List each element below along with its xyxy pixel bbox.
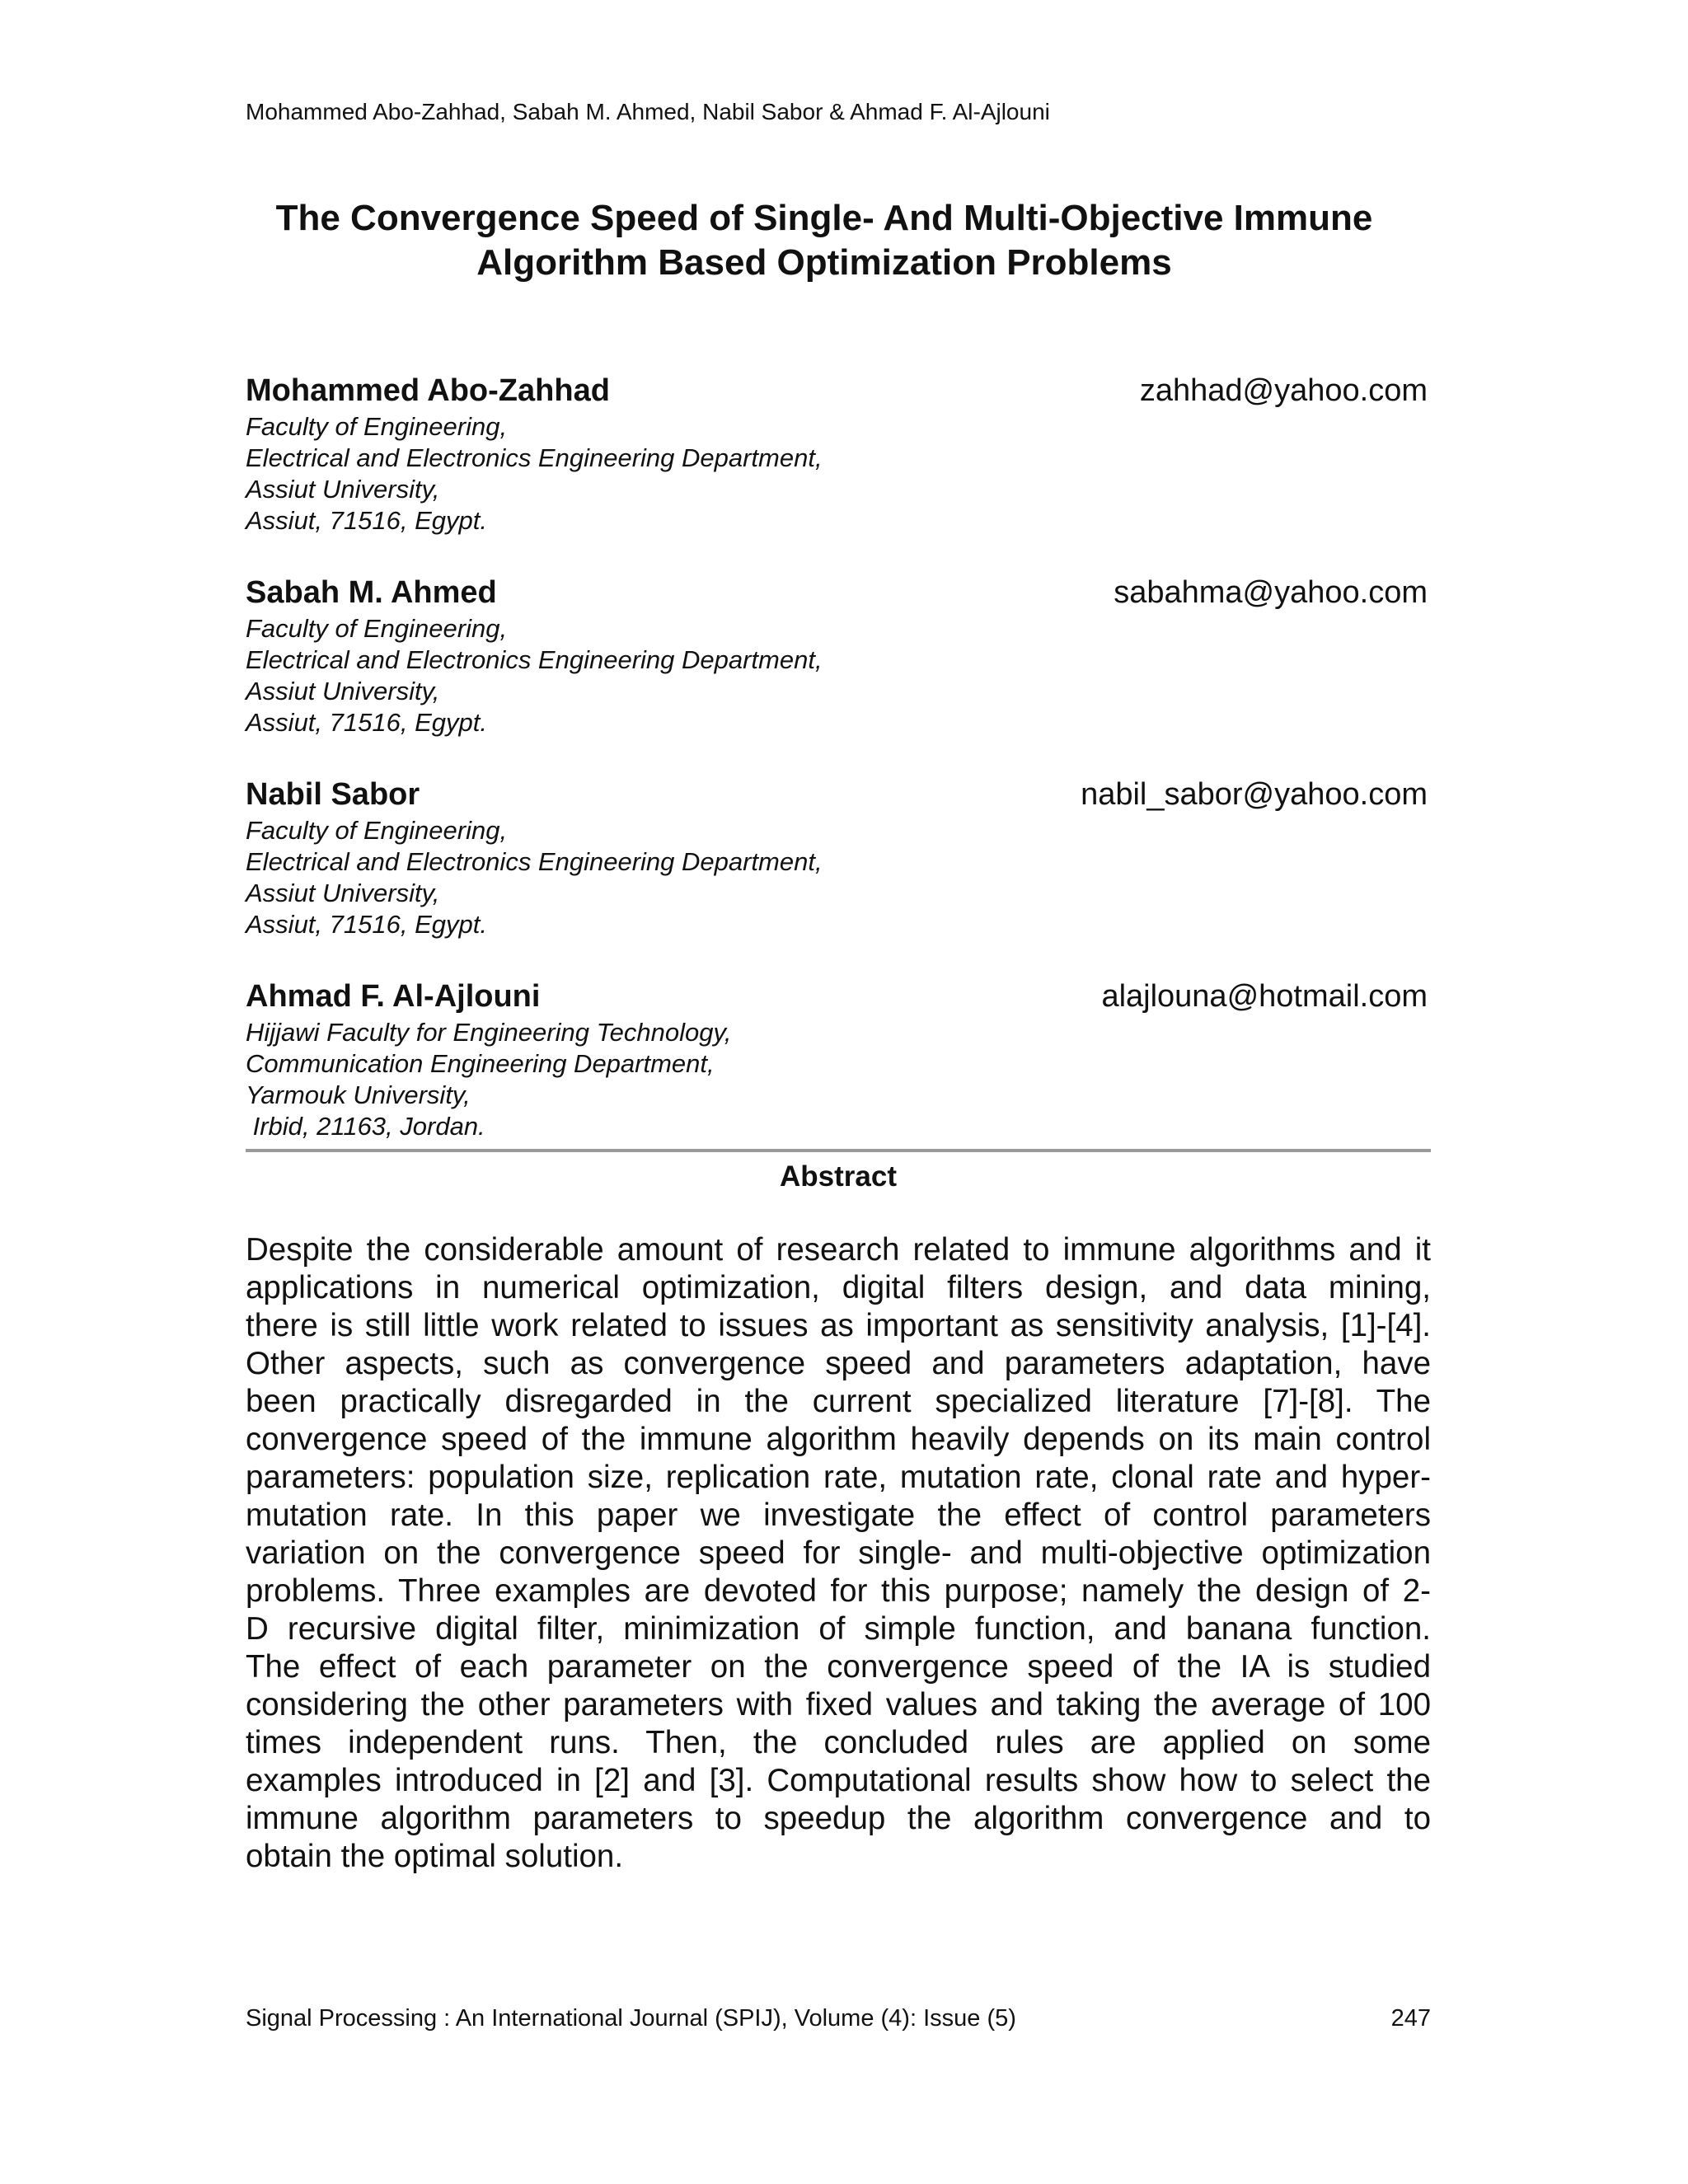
author-name: Mohammed Abo-Zahhad <box>246 373 610 408</box>
abstract-line: D recursive digital filter, minimization of simple function, and banana function. <box>246 1611 1431 1647</box>
abstract-line: mutation rate. In this paper we investigate the effect of control parameters <box>246 1497 1431 1533</box>
paper-title-line-2: Algorithm Based Optimization Problems <box>476 242 1172 283</box>
author-email: zahhad@yahoo.com <box>1139 373 1428 408</box>
author-name: Sabah M. Ahmed <box>246 575 497 610</box>
affiliation-line: Electrical and Electronics Engineering Department, <box>246 645 823 674</box>
abstract-line: parameters: population size, replication rate, mutation rate, clonal rate and hyper- <box>246 1460 1431 1495</box>
section-divider <box>246 1149 1431 1152</box>
paper-title <box>165 196 1484 285</box>
author-name: Nabil Sabor <box>246 777 420 812</box>
affiliation-line: Faculty of Engineering, <box>246 614 508 643</box>
abstract-line: immune algorithm parameters to speedup the algorithm convergence and to <box>246 1801 1431 1836</box>
abstract-line: Despite the considerable amount of research related to immune algorithms and it <box>246 1232 1431 1268</box>
abstract-line: Other aspects, such as convergence speed and parameters adaptation, have <box>246 1346 1431 1381</box>
abstract-line: obtain the optimal solution. <box>246 1839 624 1874</box>
affiliation-line: Communication Engineering Department, <box>246 1049 715 1078</box>
affiliation-line: Faculty of Engineering, <box>246 412 508 441</box>
author-name: Ahmad F. Al-Ajlouni <box>246 979 541 1014</box>
abstract-line: examples introduced in [2] and [3]. Computational results show how to select the <box>246 1763 1431 1798</box>
affiliation-line: Electrical and Electronics Engineering Department, <box>246 847 823 876</box>
abstract-line: problems. Three examples are devoted for this purpose; namely the design of 2- <box>246 1573 1431 1609</box>
abstract-line: times independent runs. Then, the concluded rules are applied on some <box>246 1725 1431 1760</box>
author-email: sabahma@yahoo.com <box>1114 575 1428 610</box>
affiliation-line: Hijjawi Faculty for Engineering Technology, <box>246 1018 732 1047</box>
author-block-2 <box>246 572 1428 738</box>
abstract-line: applications in numerical optimization, digital filters design, and data mining, <box>246 1270 1431 1305</box>
author-block-1 <box>246 370 1428 537</box>
abstract-line: The effect of each parameter on the convergence speed of the IA is studied <box>246 1649 1431 1685</box>
affiliation-line: Yarmouk University, <box>246 1080 471 1109</box>
abstract-line: convergence speed of the immune algorithm heavily depends on its main control <box>246 1422 1431 1457</box>
paper-title-line-1: The Convergence Speed of Single- And Multi-Objective Immune <box>275 198 1373 238</box>
affiliation-line: Assiut University, <box>246 677 440 705</box>
abstract-heading: Abstract <box>780 1160 897 1193</box>
affiliation-line: Irbid, 21163, Jordan. <box>246 1112 485 1141</box>
abstract-body <box>246 1231 1431 1876</box>
footer-journal-citation: Signal Processing : An International Journal (SPIJ), Volume (4): Issue (5) <box>246 2005 1016 2032</box>
affiliation-line: Assiut, 71516, Egypt. <box>246 506 487 535</box>
author-block-3 <box>246 774 1428 940</box>
author-block-4 <box>246 976 1428 1142</box>
abstract-line: variation on the convergence speed for single- and multi-objective optimization <box>246 1535 1431 1571</box>
author-email: alajlouna@hotmail.com <box>1101 979 1428 1014</box>
affiliation-line: Assiut, 71516, Egypt. <box>246 708 487 737</box>
running-header: Mohammed Abo-Zahhad, Sabah M. Ahmed, Nabil Sabor & Ahmad F. Al-Ajlouni <box>246 99 1050 124</box>
abstract-line: considering the other parameters with fixed values and taking the average of 100 <box>246 1687 1431 1722</box>
affiliation-line: Electrical and Electronics Engineering Department, <box>246 443 823 472</box>
affiliation-line: Assiut University, <box>246 475 440 504</box>
page-number: 247 <box>1390 2005 1431 2032</box>
abstract-line: there is still little work related to issues as important as sensitivity analysis, [1]-[4]. <box>246 1308 1431 1343</box>
affiliation-line: Faculty of Engineering, <box>246 816 508 845</box>
affiliation-line: Assiut University, <box>246 879 440 907</box>
abstract-line: been practically disregarded in the current specialized literature [7]-[8]. The <box>246 1384 1431 1419</box>
affiliation-line: Assiut, 71516, Egypt. <box>246 910 487 939</box>
author-email: nabil_sabor@yahoo.com <box>1081 777 1428 812</box>
